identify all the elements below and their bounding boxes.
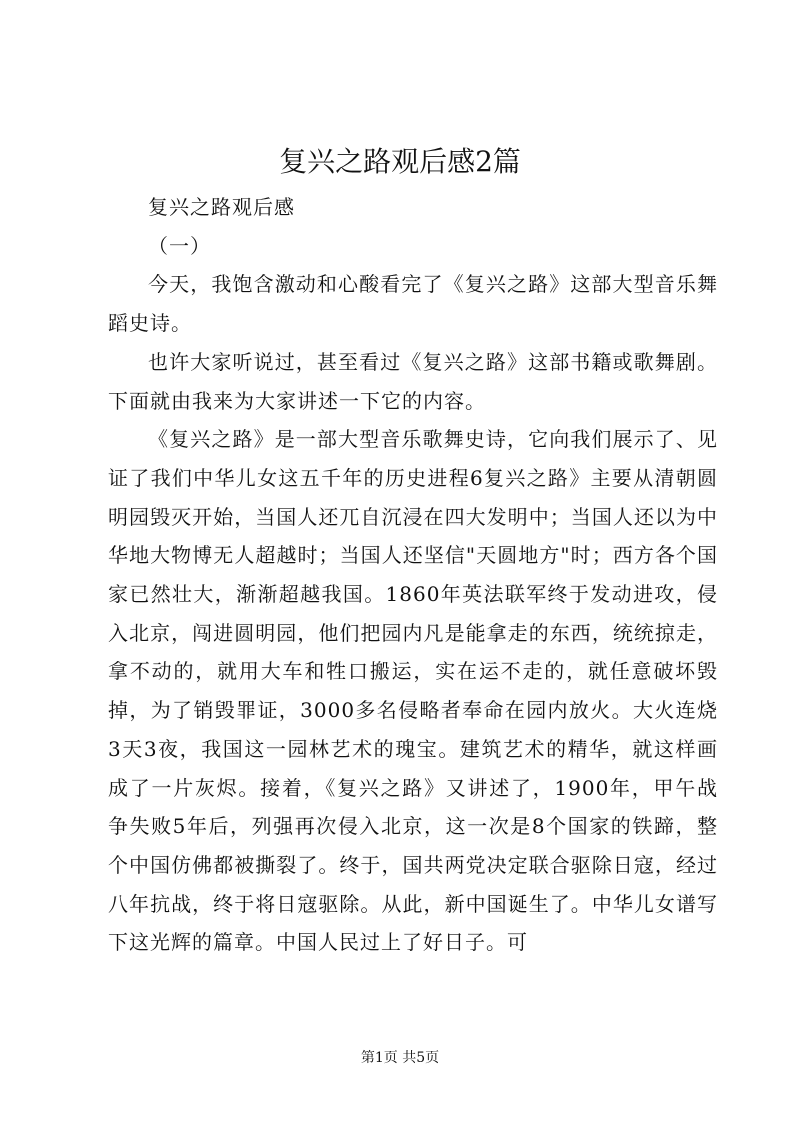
document-body (108, 188, 718, 962)
paragraph: 也许大家听说过，甚至看过《复兴之路》这部书籍或歌舞剧。下面就由我来为大家讲述一下它的内容。 (108, 349, 718, 413)
document-title: 复兴之路观后感2篇 (279, 145, 521, 178)
paragraph: 今天，我饱含激动和心酸看完了《复兴之路》这部大型音乐舞蹈史诗。 (108, 272, 718, 336)
page-footer: 第1页 共5页 (360, 1050, 440, 1066)
paragraph-subtitle: 复兴之路观后感 (148, 195, 295, 219)
paragraph: 《复兴之路》是一部大型音乐歌舞史诗，它向我们展示了、见证了我们中华儿女这五千年的历史进程6复兴之路》主要从清朝圆明园毁灭开始，当国人还兀自沉浸在四大发明中；当国人还以为中华地大物博无人超越时；当国人还坚信"天圆地方"时；西方各个国家已然壮大，渐渐超越我国。1860年英法联军终于发动进攻，侵入北京，闯进圆明园，他们把园内凡是能拿走的东西，统统掠走，拿不动的，就用大车和牲口搬运，实在运不走的，就任意破坏毁掉，为了销毁罪证，3000多名侵略者奉命在园内放火。大火连烧3天3夜，我国这一园林艺术的瑰宝。建筑艺术的精华，就这样画成了一片灰烬。接着，《复兴之路》又讲述了，1900年，甲午战争失败5年后，列强再次侵入北京，这一次是8个国家的铁蹄，整个中国仿佛都被撕裂了。终于，国共两党决定联合驱除日寇，经过八年抗战，终于将日寇驱除。从此，新中国诞生了。中华儿女谱写下这光辉的篇章。中国人民过上了好日子。可 (108, 427, 718, 955)
paragraph-section-number: （一） (148, 233, 211, 258)
